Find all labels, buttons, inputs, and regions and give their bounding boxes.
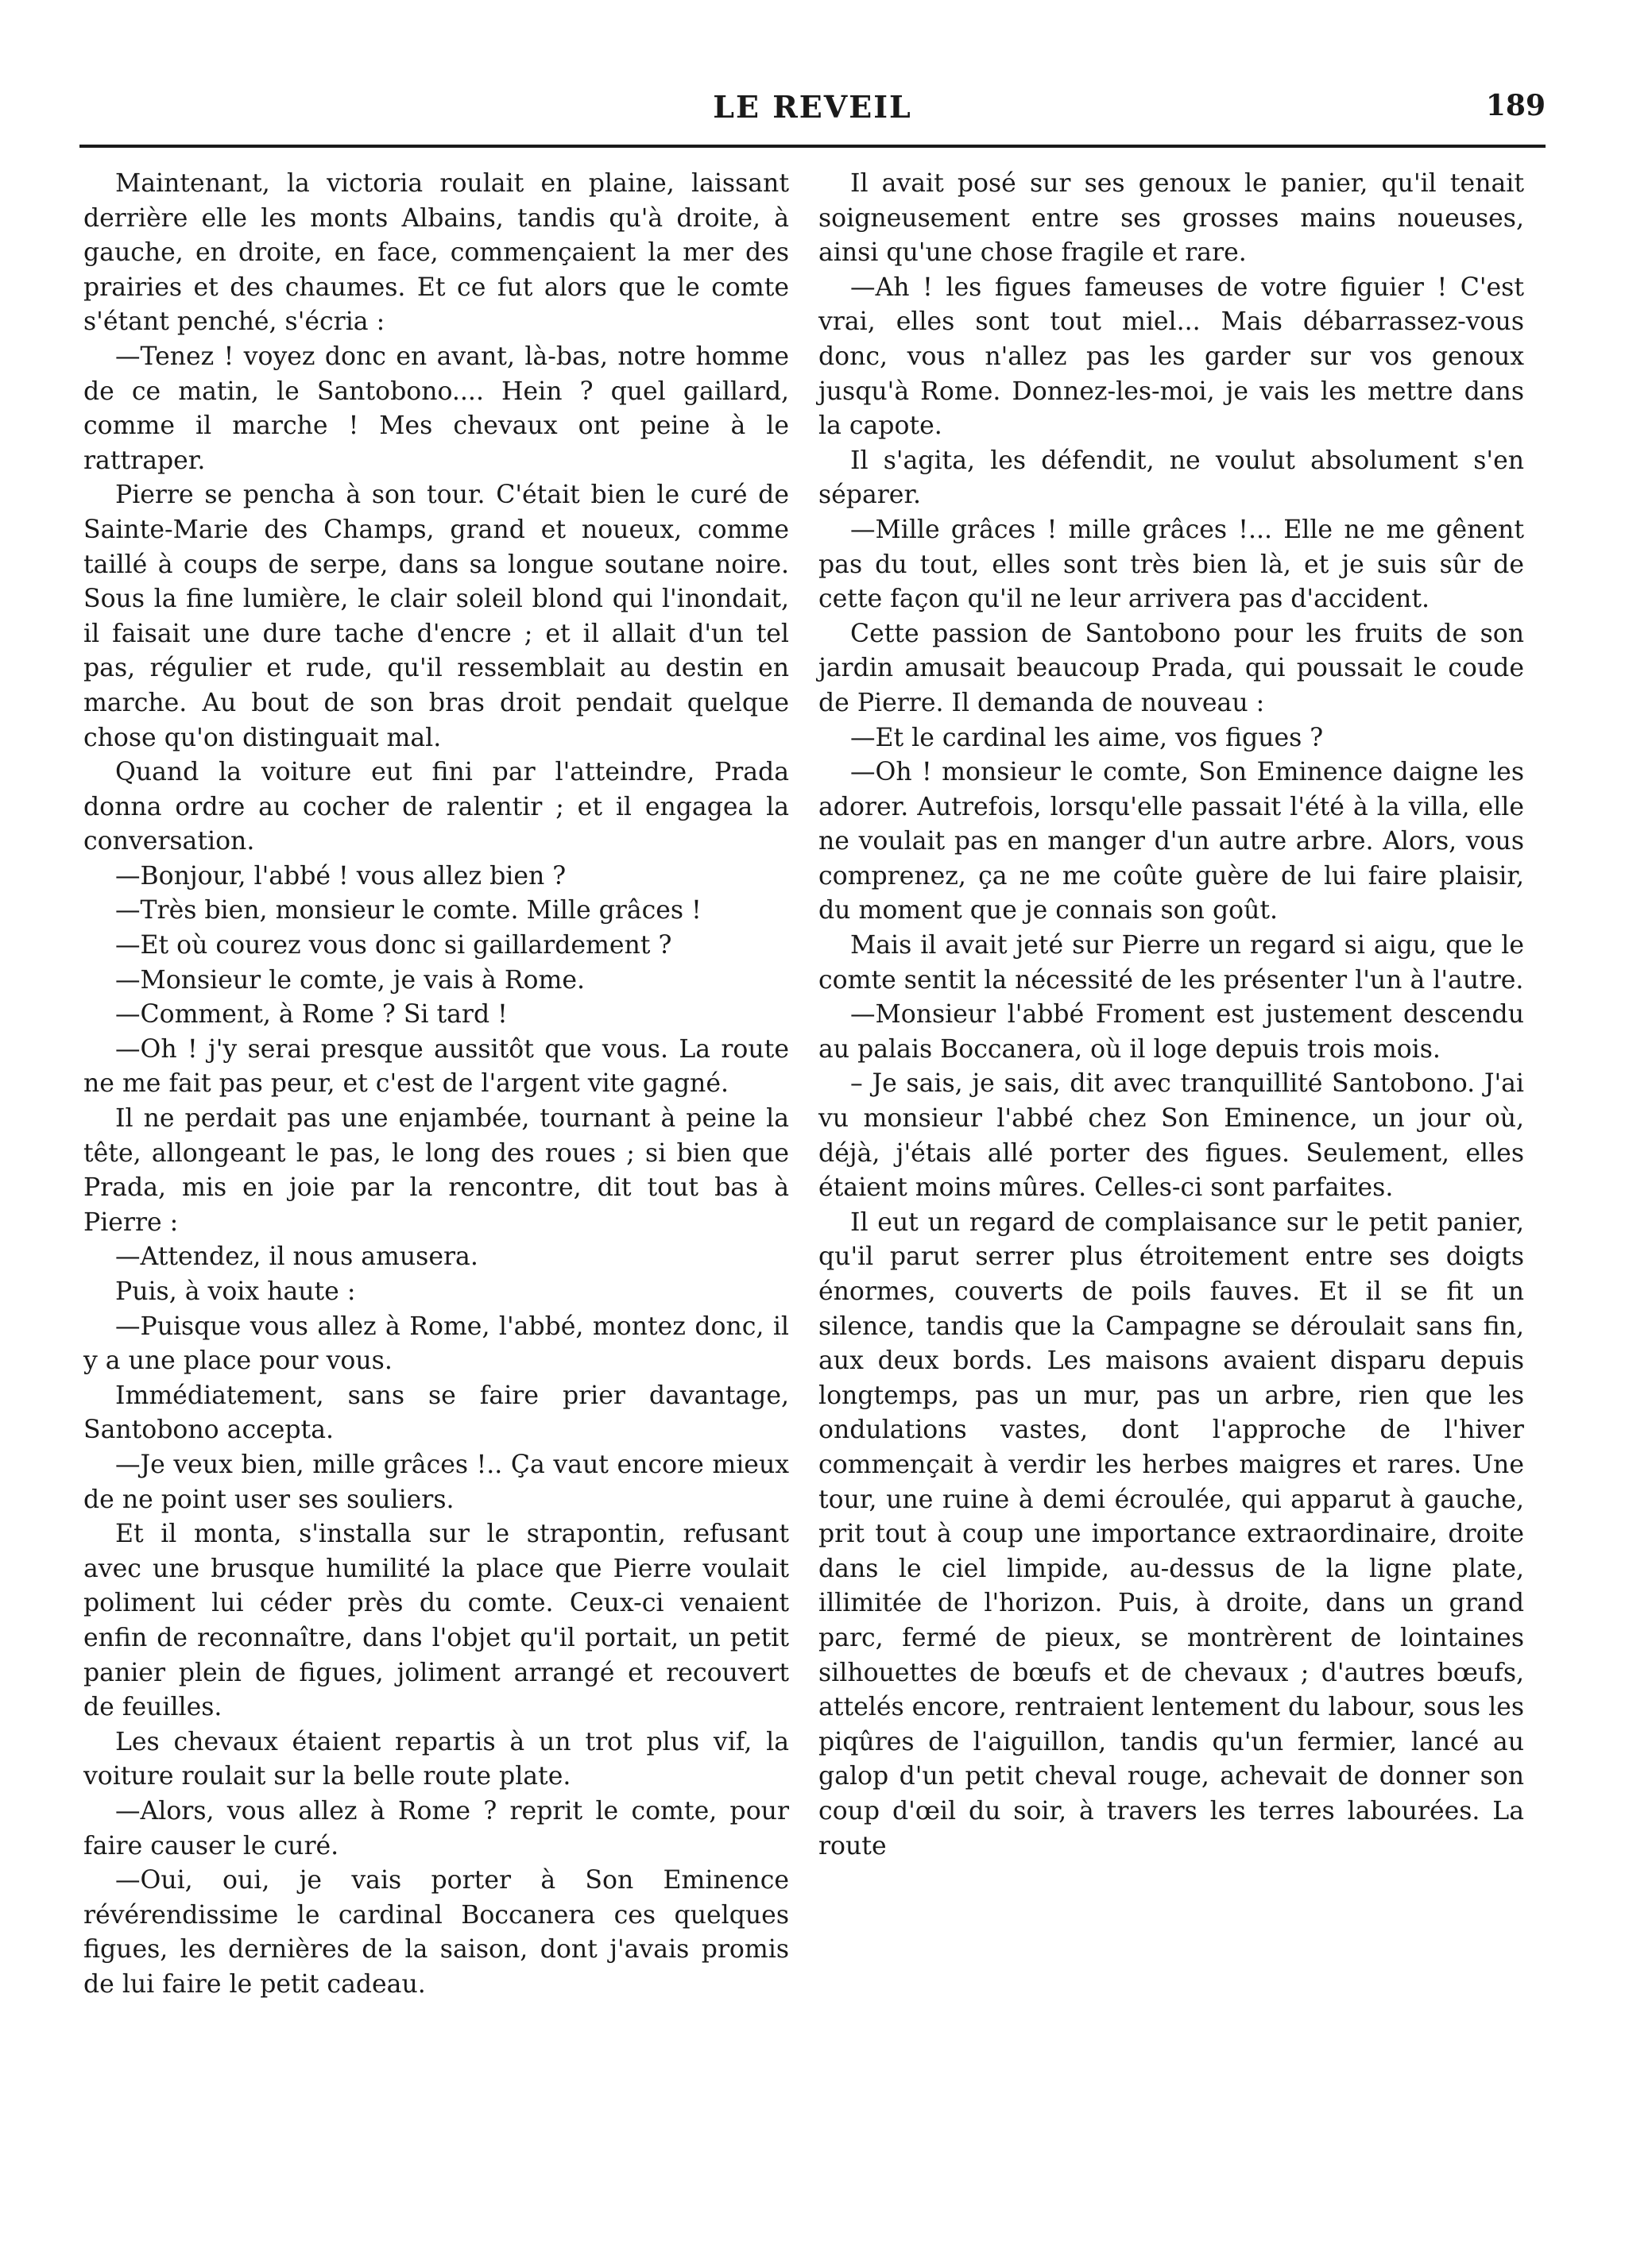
paragraph: —Et le cardinal les aime, vos figues ? <box>850 723 1324 752</box>
paragraph: Il s'agita, les défendit, ne voulut absolument s'en séparer. <box>818 446 1524 510</box>
paragraph: Pierre se pencha à son tour. C'était bien le curé de Sainte-Marie des Champs, grand et noueux, comme taillé à coups de serpe, dans sa longue soutane noire. Sous la fine lumière, le clair soleil blond qui l'inondait, il faisait une dure tache d'encre ; et il allait d'un tel pas, régulier et rude, qu'il ressemblait au destin en marche. Au bout de son bras droit pendait quelque chose qu'on distinguait mal. <box>83 481 789 752</box>
paragraph: Mais il avait jeté sur Pierre un regard si aigu, que le comte sentit la nécessité de les présenter l'un à l'autre. <box>818 931 1524 995</box>
paragraph: —Alors, vous allez à Rome ? reprit le comte, pour faire causer le curé. <box>83 1796 789 1860</box>
paragraph: —Très bien, monsieur le comte. Mille grâces ! <box>115 896 702 925</box>
paragraph: —Et où courez vous donc si gaillardement ? <box>115 931 672 960</box>
paragraph: —Je veux bien, mille grâces !.. Ça vaut encore mieux de ne point user ses souliers. <box>83 1450 789 1514</box>
paragraph: Quand la voiture eut fini par l'atteindre, Prada donna ordre au cocher de ralentir ; et il engagea la conversation. <box>83 758 789 856</box>
paragraph: —Ah ! les figues fameuses de votre figuier ! C'est vrai, elles sont tout miel... Mais débarrassez-vous donc, vous n'allez pas les garder sur vos genoux jusqu'à Rome. Donnez-les-moi, je vais les mettre dans la capote. <box>818 272 1524 441</box>
page-header <box>79 79 1546 127</box>
paragraph: —Bonjour, l'abbé ! vous allez bien ? <box>115 861 567 891</box>
paragraph: —Tenez ! voyez donc en avant, là-bas, notre homme de ce matin, le Santobono.... Hein ? quel gaillard, comme il marche ! Mes chevaux ont peine à le rattraper. <box>83 342 789 475</box>
paragraph: Les chevaux étaient repartis à un trot plus vif, la voiture roulait sur la belle route plate. <box>83 1727 789 1791</box>
paragraph: —Comment, à Rome ? Si tard ! <box>115 1000 508 1030</box>
paragraph: —Mille grâces ! mille grâces !... Elle ne me gênent pas du tout, elles sont très bien là, et je suis sûr de cette façon qu'il ne leur arrivera pas d'accident. <box>818 515 1524 614</box>
right-column <box>818 167 1524 1864</box>
paragraph: Cette passion de Santobono pour les fruits de son jardin amusait beaucoup Prada, qui poussait le coude de Pierre. Il demanda de nouveau : <box>818 619 1524 717</box>
paragraph: Maintenant, la victoria roulait en plaine, laissant derrière elle les monts Albains, tandis qu'à droite, à gauche, en droite, en face, commençaient la mer des prairies et des chaumes. Et ce fut alors que le comte s'étant penché, s'écria : <box>83 169 789 337</box>
running-title: LE REVEIL <box>713 89 912 125</box>
paragraph: —Oh ! j'y serai presque aussitôt que vous. La route ne me fait pas peur, et c'est de l'argent vite gagné. <box>83 1034 789 1099</box>
paragraph: Et il monta, s'installa sur le strapontin, refusant avec une brusque humilité la place que Pierre voulait poliment lui céder près du comte. Ceux-ci venaient enfin de reconnaître, dans l'objet qu'il portait, un petit panier plein de figues, joliment arrangé et recouvert de feuilles. <box>83 1520 789 1722</box>
paragraph: —Monsieur le comte, je vais à Rome. <box>115 965 586 995</box>
page-number: 189 <box>1485 89 1546 122</box>
paragraph: Il eut un regard de complaisance sur le petit panier, qu'il parut serrer plus étroitement entre ses doigts énormes, couverts de poils fauves. Et il se fit un silence, tandis que la Campagne se déroulait sans fin, aux deux bords. Les maisons avaient disparu depuis longtemps, pas un mur, pas un arbre, rien que les ondulations vastes, dont l'approche de l'hiver commençait à verdir les herbes maigres et rares. Une tour, une ruine à demi écroulée, qui apparut à gauche, prit tout à coup une importance extraordinaire, droite dans le ciel limpide, au-dessus de la ligne plate, illimitée de l'horizon. Puis, à droite, dans un grand parc, fermé de pieux, se montrèrent de lointaines silhouettes de bœufs et de chevaux ; d'autres bœufs, attelés encore, rentraient lentement du labour, sous les piqûres de l'aiguillon, tandis qu'un fermier, lancé au galop d'un petit cheval rouge, achevait de donner son coup d'œil du soir, à travers les terres labourées. La route <box>818 1207 1524 1860</box>
paragraph: —Oh ! monsieur le comte, Son Eminence daigne les adorer. Autrefois, lorsqu'elle passait l'été à la villa, elle ne voulait pas en manger d'un autre arbre. Alors, vous comprenez, ça ne me coûte guère de lui faire plaisir, du moment que je connais son goût. <box>818 758 1524 925</box>
paragraph: Immédiatement, sans se faire prier davantage, Santobono accepta. <box>83 1381 789 1445</box>
paragraph: —Monsieur l'abbé Froment est justement descendu au palais Boccanera, où il loge depuis trois mois. <box>818 1000 1524 1064</box>
left-column <box>83 167 789 2002</box>
paragraph: Il ne perdait pas une enjambée, tournant à peine la tête, allongeant le pas, le long des roues ; si bien que Prada, mis en joie par la rencontre, dit tout bas à Pierre : <box>83 1104 789 1237</box>
paragraph: —Puisque vous allez à Rome, l'abbé, montez donc, il y a une place pour vous. <box>83 1312 789 1376</box>
paragraph: —Attendez, il nous amusera. <box>115 1242 478 1272</box>
header-rule <box>79 145 1546 148</box>
paragraph: —Oui, oui, je vais porter à Son Eminence révérendissime le cardinal Boccanera ces quelques figues, les dernières de la saison, dont j'avais promis de lui faire le petit cadeau. <box>83 1866 789 1999</box>
paragraph: Il avait posé sur ses genoux le panier, qu'il tenait soigneusement entre ses grosses mains noueuses, ainsi qu'une chose fragile et rare. <box>818 169 1524 268</box>
paragraph: Puis, à voix haute : <box>115 1277 356 1306</box>
paragraph: – Je sais, je sais, dit avec tranquillité Santobono. J'ai vu monsieur l'abbé chez Son Eminence, un jour où, déjà, j'étais allé porter des figues. Seulement, elles étaient moins mûres. Celles-ci sont parfaites. <box>818 1069 1524 1203</box>
